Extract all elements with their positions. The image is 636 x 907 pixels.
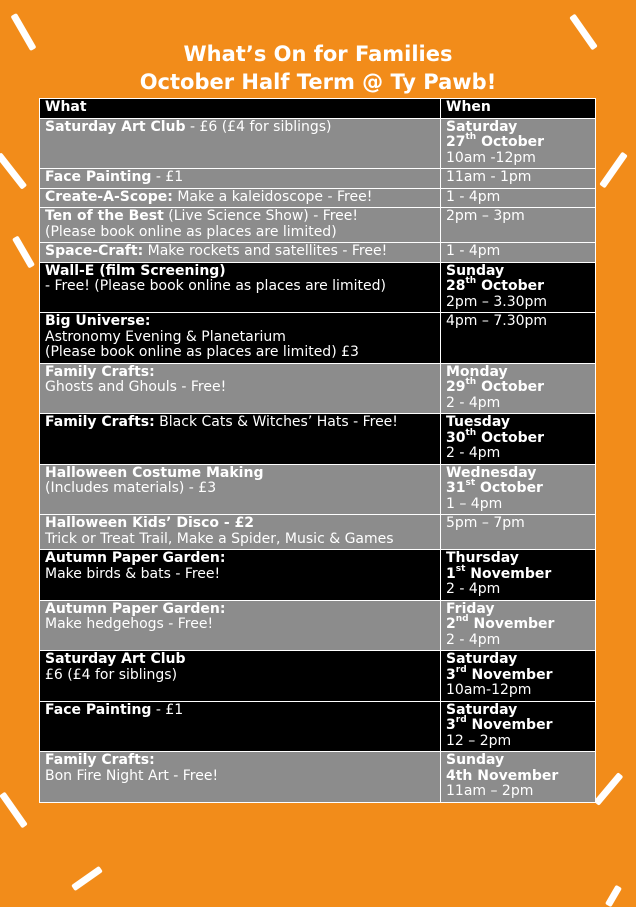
event-description: Make rockets and satellites - Free! — [143, 243, 388, 259]
table-row — [40, 169, 596, 189]
date-ordinal-suffix: th — [465, 276, 477, 287]
date-ordinal-suffix: th — [465, 377, 477, 388]
event-what-cell — [40, 208, 441, 243]
event-day: Monday — [446, 363, 508, 380]
table-header-row — [40, 99, 596, 119]
event-date: 2nd November — [446, 614, 555, 632]
event-what-cell — [40, 118, 441, 169]
confetti-stroke — [0, 792, 28, 829]
event-when-cell — [441, 243, 596, 263]
event-day: Thursday — [446, 550, 519, 566]
table-row — [40, 243, 596, 263]
event-date: 3rd November — [446, 715, 553, 733]
event-what-cell — [40, 600, 441, 651]
event-day: Saturday — [446, 651, 518, 667]
events-table — [39, 98, 596, 803]
event-what-cell — [40, 313, 441, 364]
table-row — [40, 600, 596, 651]
confetti-stroke — [0, 152, 27, 189]
event-detail: (Please book online as places are limited) — [45, 223, 337, 240]
event-what-cell — [40, 414, 441, 465]
event-what-cell — [40, 262, 441, 313]
event-name: Wall-E (film Screening) — [45, 262, 226, 279]
event-date: 28th October — [446, 276, 545, 294]
event-when-cell — [441, 208, 596, 243]
event-when-cell — [441, 600, 596, 651]
event-time: 2 - 4pm — [446, 581, 501, 597]
event-when-cell — [441, 188, 596, 208]
confetti-stroke — [71, 866, 103, 891]
event-detail: £6 (£4 for siblings) — [45, 666, 178, 683]
event-what-cell — [40, 243, 441, 263]
confetti-stroke — [605, 885, 622, 907]
event-when-cell — [441, 414, 596, 465]
date-ordinal-suffix: nd — [455, 614, 469, 625]
page-title — [0, 40, 636, 96]
event-when-cell — [441, 262, 596, 313]
event-when-cell — [441, 515, 596, 550]
event-what-cell — [40, 550, 441, 601]
event-when-cell — [441, 118, 596, 169]
event-date: 30th October — [446, 427, 545, 446]
event-day: Saturday — [446, 118, 518, 135]
event-name: Family Crafts: — [45, 752, 155, 768]
date-ordinal-suffix: st — [455, 563, 466, 574]
event-time: 4pm – 7.30pm — [446, 313, 548, 329]
title-line-2: October Half Term @ Ty Pawb! — [139, 70, 497, 94]
header-when: When — [441, 99, 596, 119]
event-description: Make a kaleidoscope - Free! — [172, 188, 373, 205]
table-row — [40, 262, 596, 313]
event-detail: Make birds & bats - Free! — [45, 565, 221, 582]
event-when-cell — [441, 752, 596, 803]
event-detail: Bon Fire Night Art - Free! — [45, 767, 219, 784]
event-name: Autumn Paper Garden: — [45, 600, 226, 617]
event-when-cell — [441, 464, 596, 515]
event-time: 2 - 4pm — [446, 394, 501, 411]
event-name: Space-Craft: — [45, 243, 144, 259]
event-day: Sunday — [446, 752, 505, 768]
event-name: Family Crafts: — [45, 363, 155, 380]
event-time: 5pm – 7pm — [446, 515, 525, 531]
event-detail: (Please book online as places are limited) £3 — [45, 344, 359, 360]
event-detail: Astronomy Evening & Planetarium — [45, 328, 286, 345]
event-day: Saturday — [446, 701, 518, 718]
event-name: Big Universe: — [45, 313, 151, 329]
table-row — [40, 752, 596, 803]
date-ordinal-suffix: rd — [455, 715, 467, 726]
table-row — [40, 188, 596, 208]
event-day: Tuesday — [446, 414, 510, 430]
event-date: 4th November — [446, 767, 559, 784]
event-date: 1st November — [446, 563, 552, 582]
event-what-cell — [40, 651, 441, 702]
event-name: Face Painting — [45, 169, 152, 185]
event-when-cell — [441, 363, 596, 414]
event-description: Black Cats & Witches’ Hats - Free! — [154, 414, 398, 430]
table-row — [40, 550, 596, 601]
event-time: 11am - 1pm — [446, 169, 532, 185]
event-what-cell — [40, 464, 441, 515]
confetti-stroke — [594, 772, 624, 806]
table-row — [40, 701, 596, 752]
event-day: Friday — [446, 600, 495, 617]
event-name: Saturday Art Club — [45, 651, 186, 667]
table-row — [40, 651, 596, 702]
event-time: 1 - 4pm — [446, 243, 501, 259]
event-date: 29th October — [446, 377, 545, 395]
event-time: 2 - 4pm — [446, 631, 501, 648]
event-date: 31st October — [446, 478, 543, 496]
event-when-cell — [441, 651, 596, 702]
event-name: Create-A-Scope: — [45, 188, 173, 205]
confetti-stroke — [12, 236, 35, 269]
event-name: Autumn Paper Garden: — [45, 550, 226, 566]
event-when-cell — [441, 313, 596, 364]
event-description: - £6 (£4 for siblings) — [185, 118, 332, 135]
event-time: 1 – 4pm — [446, 495, 503, 512]
event-what-cell — [40, 701, 441, 752]
event-day: Wednesday — [446, 464, 537, 481]
table-row — [40, 208, 596, 243]
event-name: Face Painting — [45, 701, 152, 718]
event-what-cell — [40, 363, 441, 414]
event-time: 11am – 2pm — [446, 783, 534, 799]
event-name: Halloween Kids’ Disco - £2 — [45, 515, 255, 531]
table-row — [40, 313, 596, 364]
header-what: What — [40, 99, 441, 119]
event-detail: Trick or Treat Trail, Make a Spider, Music & Games — [45, 530, 394, 547]
event-time: 10am -12pm — [446, 149, 536, 166]
event-name: Halloween Costume Making — [45, 464, 264, 481]
event-date: 3rd November — [446, 664, 553, 683]
table-row — [40, 515, 596, 550]
event-detail: Ghosts and Ghouls - Free! — [45, 379, 227, 395]
event-day: Sunday — [446, 262, 505, 279]
event-time: 2 - 4pm — [446, 445, 501, 461]
table-row — [40, 464, 596, 515]
event-what-cell — [40, 169, 441, 189]
title-line-1: What’s On for Families — [183, 42, 453, 66]
event-name: Ten of the Best — [45, 208, 164, 224]
event-description: - £1 — [151, 169, 184, 185]
event-what-cell — [40, 515, 441, 550]
table-row — [40, 414, 596, 465]
event-time: 1 - 4pm — [446, 188, 501, 205]
event-description: - £1 — [151, 701, 184, 718]
event-name: Family Crafts: — [45, 414, 155, 430]
event-what-cell — [40, 752, 441, 803]
event-when-cell — [441, 550, 596, 601]
date-ordinal-suffix: rd — [455, 664, 467, 675]
table-row — [40, 363, 596, 414]
date-ordinal-suffix: th — [465, 132, 477, 143]
date-ordinal-suffix: st — [465, 478, 476, 489]
date-ordinal-suffix: th — [465, 427, 477, 438]
event-description: (Live Science Show) - Free! — [163, 208, 359, 224]
event-name: Saturday Art Club — [45, 118, 186, 135]
event-what-cell — [40, 188, 441, 208]
event-when-cell — [441, 169, 596, 189]
event-when-cell — [441, 701, 596, 752]
event-time: 10am-12pm — [446, 682, 532, 698]
event-time: 2pm – 3.30pm — [446, 293, 548, 310]
event-time: 2pm – 3pm — [446, 208, 525, 224]
table-row — [40, 118, 596, 169]
event-detail: Make hedgehogs - Free! — [45, 616, 214, 632]
event-detail: - Free! (Please book online as places are limited) — [45, 278, 386, 294]
event-date: 27th October — [446, 132, 545, 150]
event-detail: (Includes materials) - £3 — [45, 480, 217, 496]
confetti-stroke — [599, 152, 628, 189]
event-time: 12 – 2pm — [446, 732, 512, 749]
